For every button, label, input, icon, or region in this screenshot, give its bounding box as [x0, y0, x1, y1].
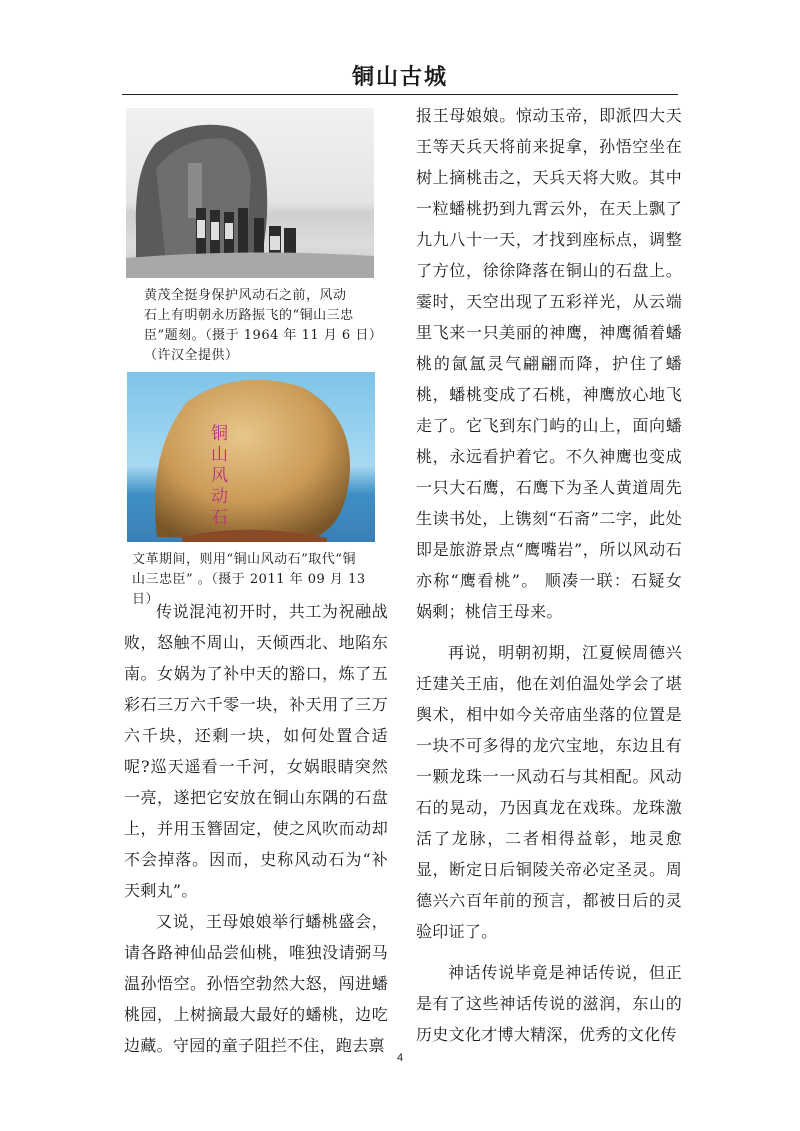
page-header-title: 铜山古城	[351, 64, 448, 90]
page-number: 4	[396, 1052, 404, 1064]
caption-line: 黄茂全挺身保护风动石之前，风动	[144, 288, 347, 303]
right-column-text	[416, 100, 682, 1050]
rock-photo-color-illustration	[127, 372, 375, 542]
photo-caption-1	[132, 286, 383, 366]
caption-line: 山三忠臣” 。（摄于 2011 年 09 月 13 日）	[132, 572, 366, 607]
paragraph: 再说，明朝初期，江夏候周德兴迁建关王庙，他在刘伯温处学会了堪舆术，相中如今关帝庙坐落的位置是一块不可多得的龙穴宝地，东边且有一颗龙珠一一风动石与其相配。风动石的晃动，乃因真龙在戏珠。龙珠激活了龙脉，二者相得益彰，地灵愈显，断定日后铜陵关帝必定圣灵。周德兴六百年前的预言，都被日后的灵验印证了。	[416, 643, 682, 941]
paragraph: 神话传说毕竟是神话传说，但正是有了这些神话传说的滋润，东山的历史文化才博大精深，优秀的文化传	[416, 963, 682, 1044]
header-divider	[122, 94, 678, 95]
paragraph-continued: 报王母娘娘。惊动玉帝，即派四大天王等天兵天将前来捉拿，孙悟空坐在树上摘桃击之，天兵天将大败。其中一粒蟠桃扔到九霄云外，在天上飘了九九八十一天，才找到座标点，调整了方位，徐徐降落在铜山的石盘上。霎时，天空出现了五彩祥光，从云端里飞来一只美丽的神鹰，神鹰循着蟠桃的氤氲灵气翩翩而降，护住了蟠桃，蟠桃变成了石桃，神鹰放心地飞走了。它飞到东门屿的山上，面向蟠桃，永远看护着它。不久神鹰也变成一只大石鹰，石鹰下为圣人黄道周先生读书处，上镌刻“石斋”二字，此处即是旅游景点“鹰嘴岩”，所以风动石亦称“鹰看桃”。 顺凑一联：石疑女娲剩；桃信王母来。	[416, 106, 682, 621]
paragraph: 传说混沌初开时，共工为祝融战败，怒触不周山，天倾西北、地陷东南。女娲为了补中天的豁口，炼了五彩石三万六千零一块，补天用了三万六千块，还剩一块，如何处置合适呢?巡天遥看一千河，女娲眼睛突然一亮，遂把它安放在铜山东隅的石盘上，并用玉簪固定，使之风吹而动却不会掉落。因而，史称风动石为“补天剩丸”。	[124, 602, 388, 900]
color-photo-rock-2011	[127, 372, 375, 542]
rock-photo-bw-illustration	[126, 108, 374, 278]
left-column-text	[124, 596, 388, 1061]
rock-inscription-char: 铜山风动石	[207, 424, 227, 529]
paragraph: 又说，王母娘娘举行蟠桃盛会，请各路神仙品尝仙桃，唯独没请弼马温孙悟空。孙悟空勃然大怒，闯进蟠桃园，上树摘最大最好的蟠桃，边吃边藏。守园的童子阻拦不住，跑去禀	[124, 912, 388, 1055]
caption-line: （许汉全提供）	[144, 348, 239, 363]
caption-line: 文革期间，则用“铜山风动石”取代“铜	[132, 552, 356, 567]
caption-line: 臣”题刻。（摄于 1964 年 11 月 6 日）	[144, 328, 383, 343]
caption-line: 石上有明朝永历路振飞的“铜山三忠	[144, 308, 354, 323]
historic-photo-rock-1964	[126, 108, 374, 278]
